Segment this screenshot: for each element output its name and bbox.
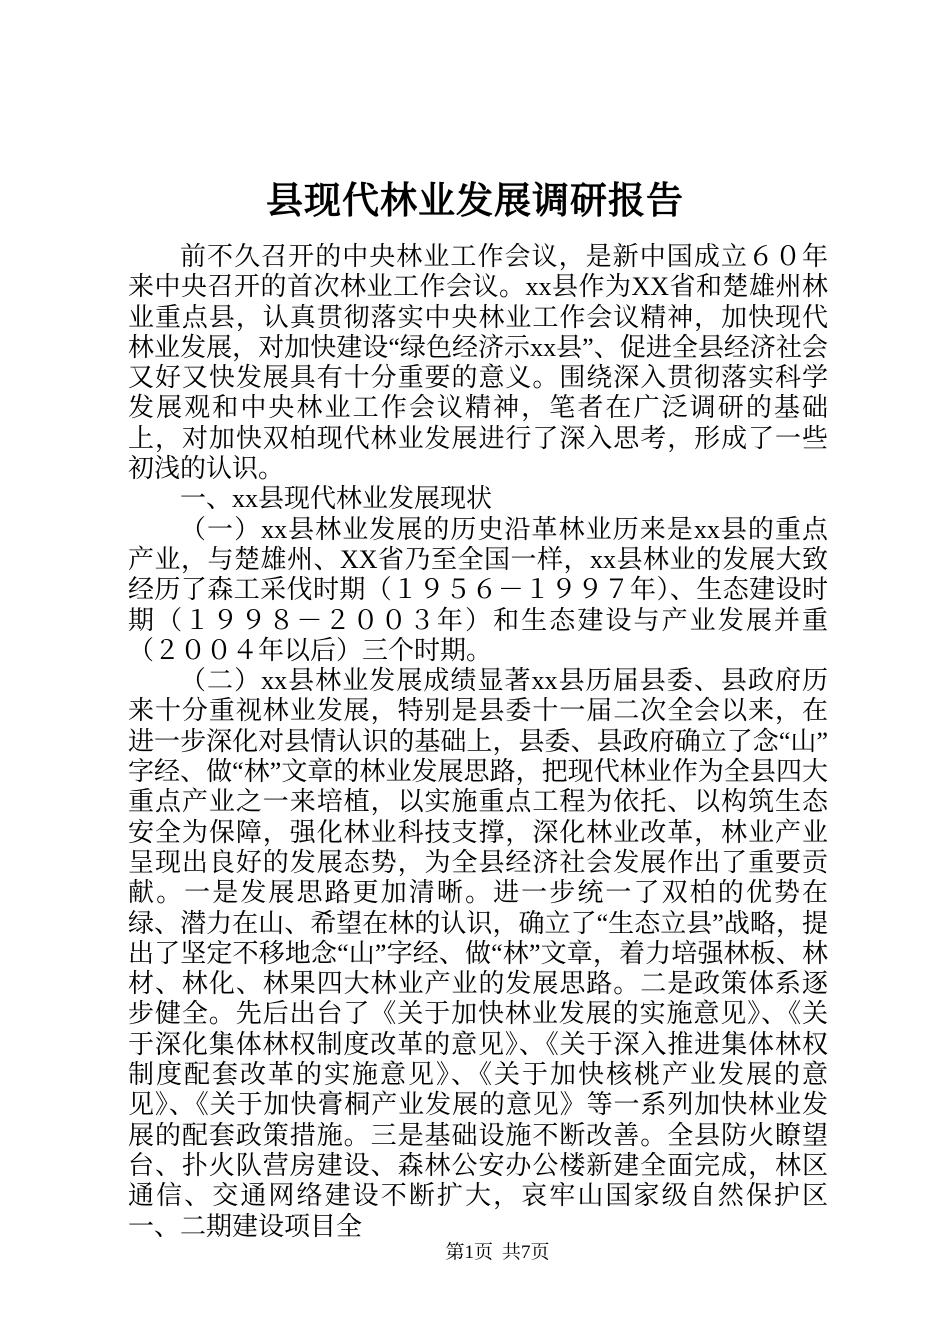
paragraph-intro: 前不久召开的中央林业工作会议，是新中国成立６０年来中央召开的首次林业工作会议。xx县作为XX省和楚雄州林业重点县，认真贯彻落实中央林业工作会议精神，加快现代林业发展，对加快建设“绿色经济示xx县”、促进全县经济社会又好又快发展具有十分重要的意义。围绕深入贯彻落实科学发展观和中央林业工作会议精神，笔者在广泛调研的基础上，对加快双柏现代林业发展进行了深入思考，形成了一些初浅的认识。 xyxy=(128,242,828,484)
paragraph-section-1-2: （二）xx县林业发展成绩显著xx县历届县委、县政府历来十分重视林业发展，特别是县委十一届二次全会以来，在进一步深化对县情认识的基础上，县委、县政府确立了念“山”字经、做“林”文章的林业发展思路，把现代林业作为全县四大重点产业之一来培植，以实施重点工程为依托、以构筑生态安全为保障，强化林业科技支撑，深化林业改革，林业产业呈现出良好的发展态势，为全县经济社会发展作出了重要贡献。一是发展思路更加清晰。进一步统一了双柏的优势在绿、潜力在山、希望在林的认识，确立了“生态立县”战略，提出了坚定不移地念“山”字经、做“林”文章，着力培强林板、林材、林化、林果四大林业产业的发展思路。二是政策体系逐步健全。先后出台了《关于加快林业发展的实施意见》、《关于深化集体林权制度改革的意见》、《关于深入推进集体林权制度配套改革的实施意见》、《关于加快核桃产业发展的意见》、《关于加快膏桐产业发展的意见》等一系列加快林业发展的配套政策措施。三是基础设施不断改善。全县防火瞭望台、扑火队营房建设、森林公安办公楼新建全面完成，林区通信、交通网络建设不断扩大，哀牢山国家级自然保护区一、二期建设项目全 xyxy=(128,666,828,1241)
document-body xyxy=(128,242,828,1242)
section-heading-1: 一、xx县现代林业发展现状 xyxy=(180,484,493,514)
page-footer xyxy=(45,1241,950,1265)
document-title: 县现代林业发展调研报告 xyxy=(266,181,684,222)
page-number-label: 第1页 xyxy=(445,1242,493,1263)
paragraph-section-1-1: （一）xx县林业发展的历史沿革林业历来是xx县的重点产业，与楚雄州、XX省乃至全国一样，xx县林业的发展大致经历了森工采伐时期（１９５６－１９９７年）、生态建设时期（１９９８－２００３年）和生态建设与产业发展并重（２００４年以后）三个时期。 xyxy=(128,514,828,665)
page-total-label: 共7页 xyxy=(502,1242,550,1263)
